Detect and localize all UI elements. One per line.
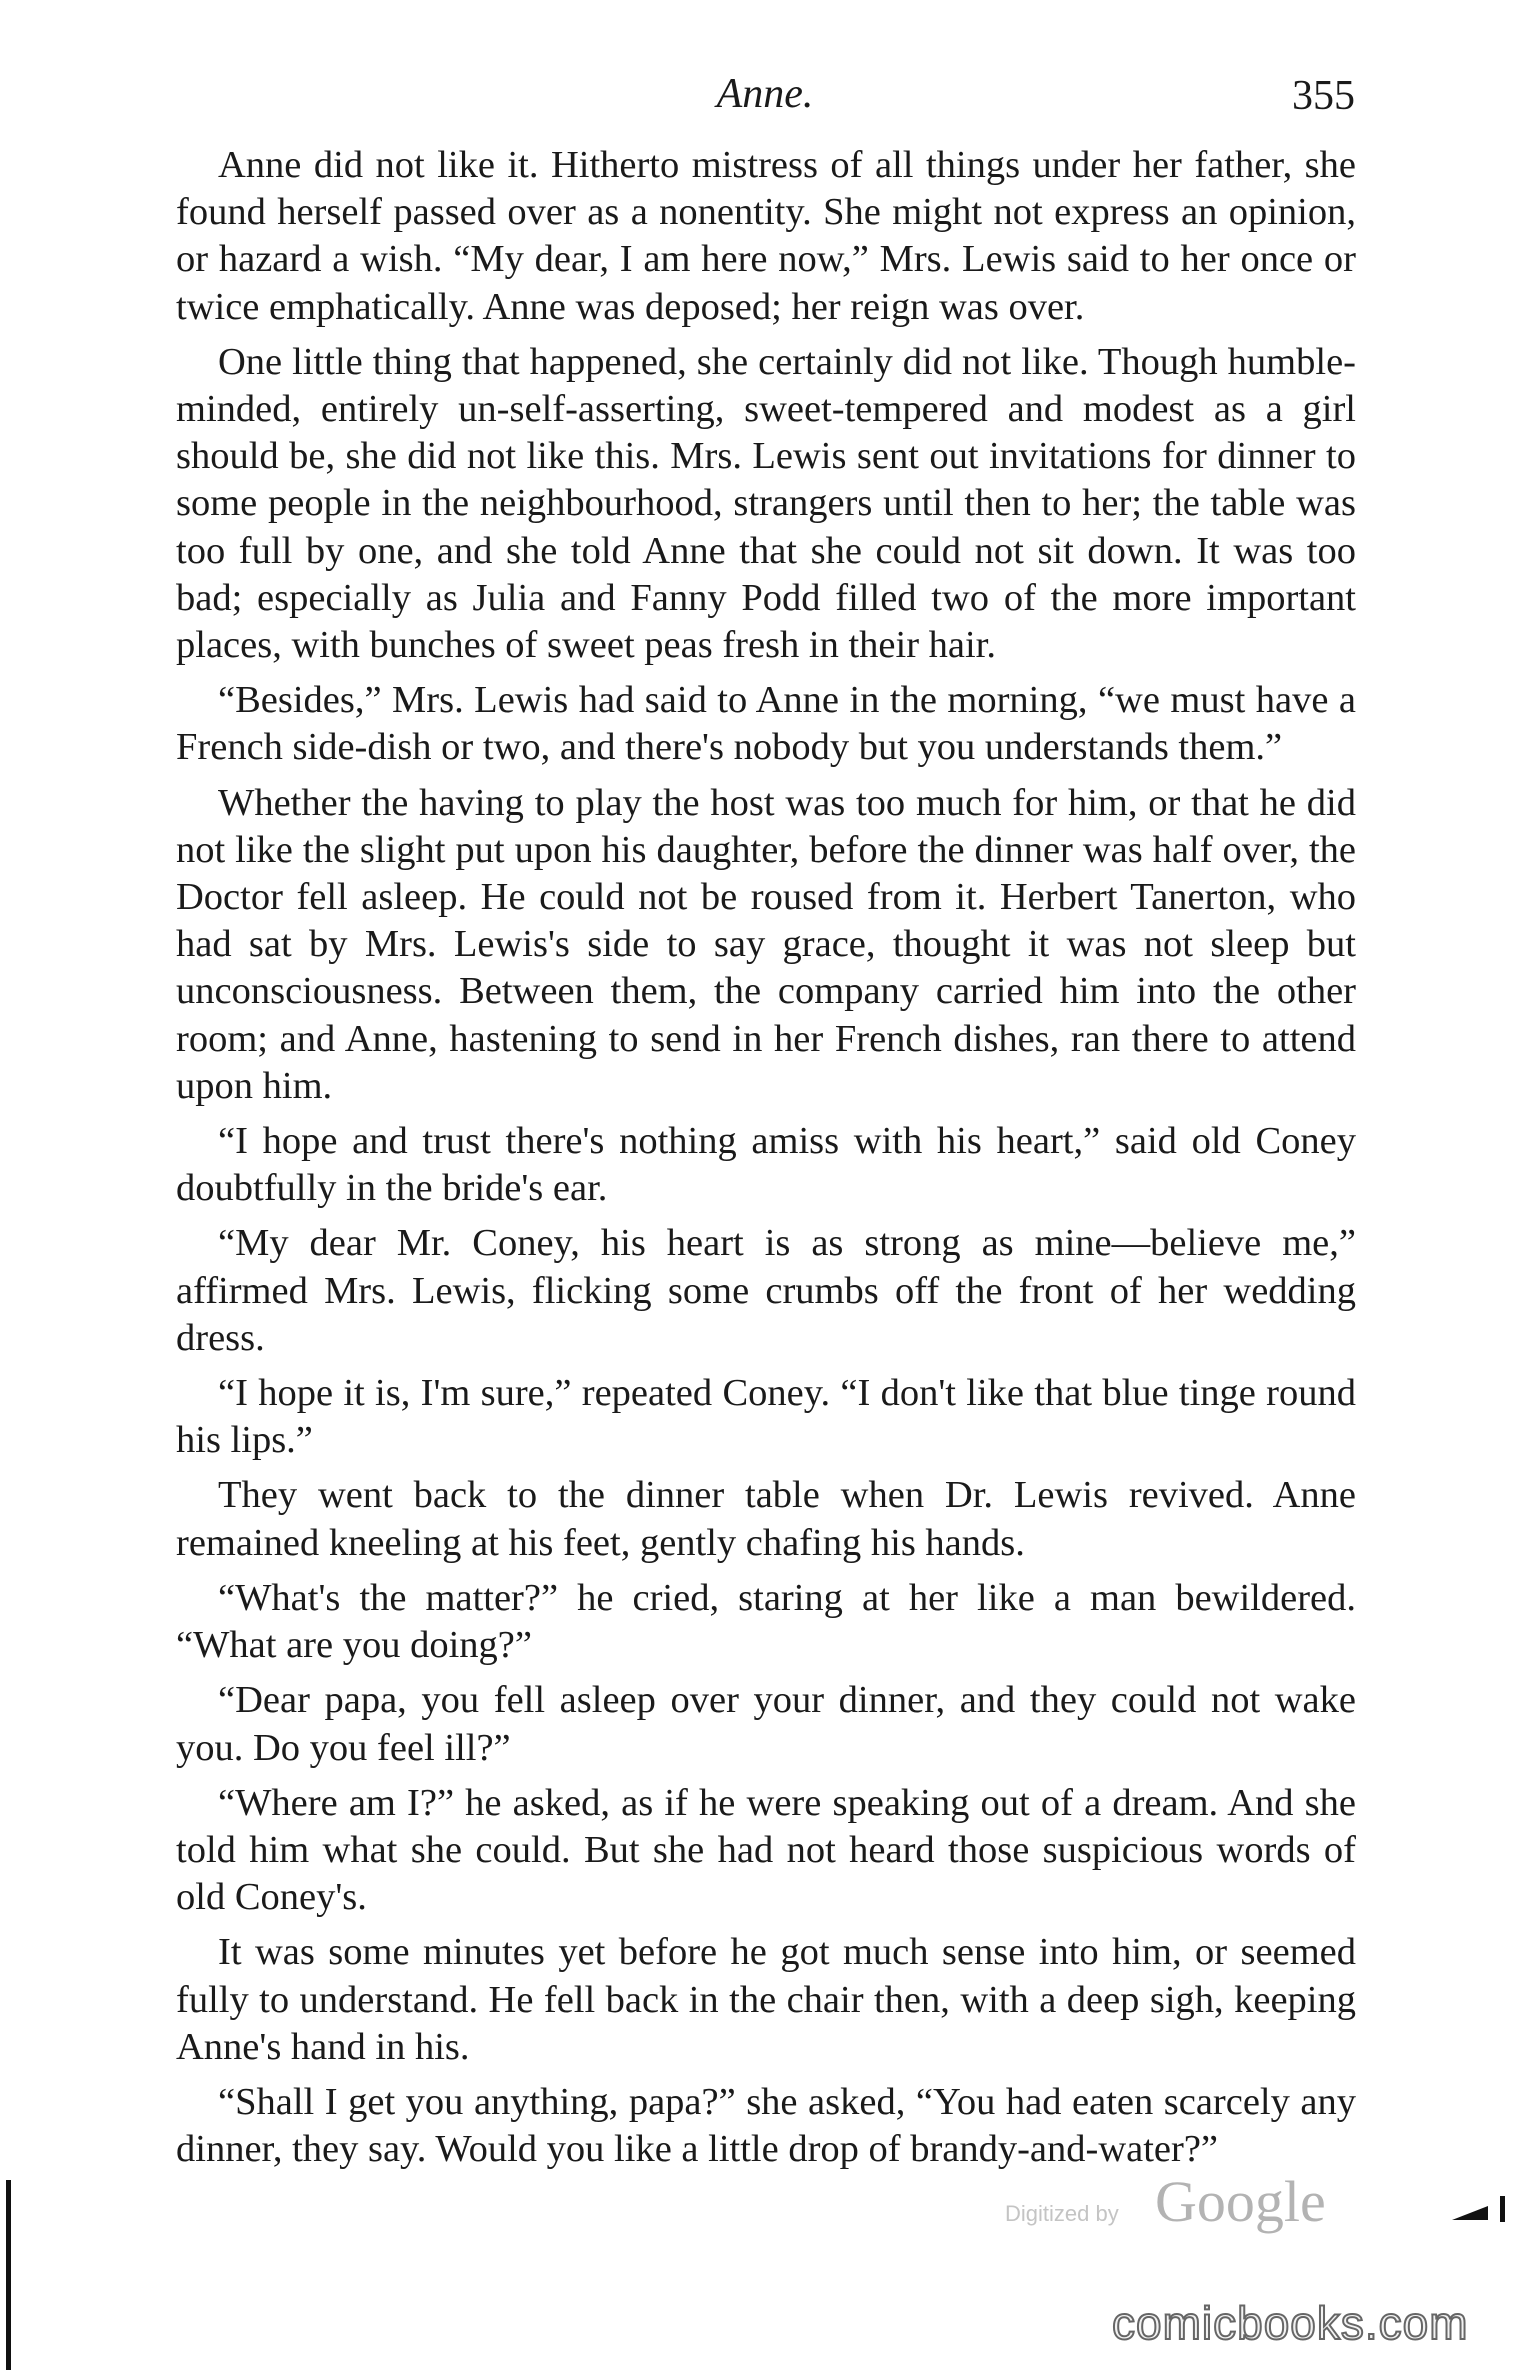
paragraph: “Shall I get you anything, papa?” she asked, “You had eaten scarcely any dinner, they say. Would you like a little drop of brandy-and-water?” [176, 2080, 1356, 2171]
page-corner-bar [1500, 2196, 1505, 2222]
paragraph: It was some minutes yet before he got much sense into him, or seemed fully to understand. He fell back in the chair then, with a deep sigh, keeping Anne's hand in his. [176, 1931, 1356, 2068]
scan-edge-mark [6, 2180, 11, 2370]
paragraph: “I hope it is, I'm sure,” repeated Coney. “I don't like that blue tinge round his lips.” [176, 1372, 1356, 1462]
paragraph: “Dear papa, you fell asleep over your dinner, and they could not wake you. Do you feel ill?” [176, 1679, 1356, 1769]
page-corner-mark [1452, 2206, 1488, 2220]
paragraph: Anne did not like it. Hitherto mistress of all things under her father, she found herself passed over as a nonentity. She might not express an opinion, or hazard a wish. “My dear, I am here now,” Mrs. Lewis said to her once or twice emphatically. Anne was deposed; her reign was over. [176, 144, 1356, 328]
paragraph: “I hope and trust there's nothing amiss with his heart,” said old Coney doubtfully in the bride's ear. [176, 1120, 1356, 1210]
site-watermark: comicbooks.com [1112, 2297, 1469, 2349]
digitized-label: Digitized by [1005, 2201, 1119, 2226]
paragraph: “Where am I?” he asked, as if he were speaking out of a dream. And she told him what she could. But she had not heard those suspicious words of old Coney's. [176, 1781, 1356, 1919]
page-body [176, 142, 1356, 2181]
paragraph: They went back to the dinner table when Dr. Lewis revived. Anne remained kneeling at his feet, gently chafing his hands. [176, 1474, 1356, 1564]
digitized-brand-logo: Google [1155, 2169, 1326, 2234]
digitized-by-watermark [1005, 2165, 1345, 2235]
page-number: 355 [1292, 73, 1355, 119]
paragraph: “What's the matter?” he cried, staring at her like a man bewildered. “What are you doing?” [176, 1576, 1356, 1667]
page-header [175, 70, 1355, 130]
running-title: Anne. [716, 71, 814, 117]
paragraph: “My dear Mr. Coney, his heart is as strong as mine—believe me,” affirmed Mrs. Lewis, flicking some crumbs off the front of her wedding dress. [176, 1222, 1356, 1359]
paragraph: “Besides,” Mrs. Lewis had said to Anne in the morning, “we must have a French side-dish or two, and there's nobody but you understands them.” [176, 679, 1356, 769]
paragraph: Whether the having to play the host was too much for him, or that he did not like the slight put upon his daughter, before the dinner was half over, the Doctor fell asleep. He could not be roused from it. Herbert Tanerton, who had sat by Mrs. Lewis's side to say grace, thought it was not sleep but unconsciousness. Between them, the company carried him into the other room; and Anne, hastening to send in her French dishes, ran there to attend upon him. [176, 781, 1356, 1107]
paragraph: One little thing that happened, she certainly did not like. Though humble-minded, entirely un-self-asserting, sweet-tempered and modest as a girl should be, she did not like this. Mrs. Lewis sent out invitations for dinner to some people in the neighbourhood, strangers until then to her; the table was too full by one, and she told Anne that she could not sit down. It was too bad; especially as Julia and Fanny Podd filled two of the more important places, with bunches of sweet peas fresh in their hair. [176, 340, 1356, 667]
